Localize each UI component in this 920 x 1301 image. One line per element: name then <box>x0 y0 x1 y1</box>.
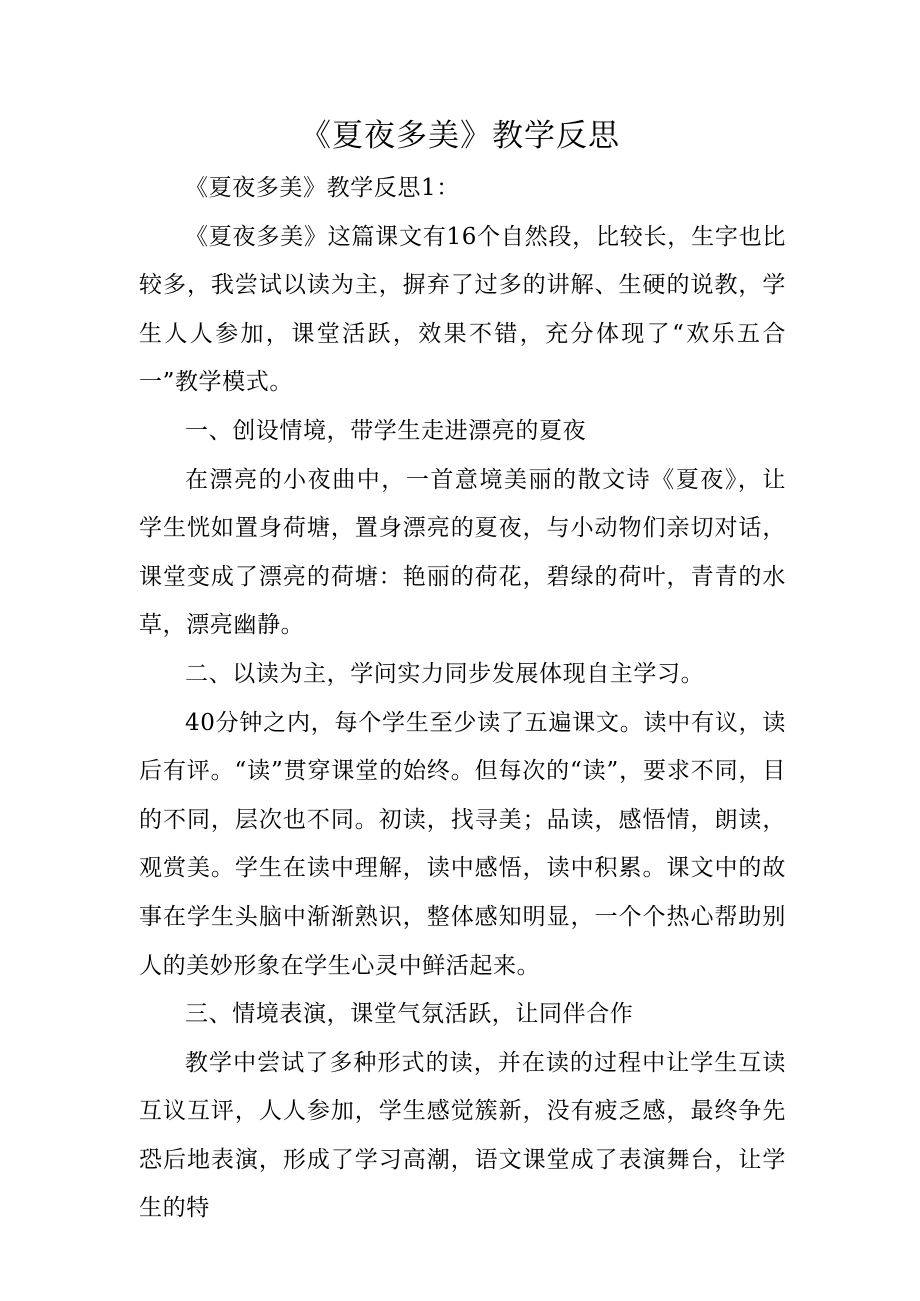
section-heading-3: 三、情境表演，课堂气氛活跃，让同伴合作 <box>185 1001 634 1028</box>
paragraph-intro: 《夏夜多美》这篇课文有16个自然段，比较长，生字也比较多，我尝试以读为主，摒弃了过多的讲解、生硬的说教，学生人人参加，课堂活跃，效果不错，充分体现了“欢乐五合一”教学模式。 <box>139 223 786 396</box>
paragraph-section-1: 在漂亮的小夜曲中，一首意境美丽的散文诗《夏夜》，让学生恍如置身荷塘，置身漂亮的夏夜，与小动物们亲切对话，课堂变成了漂亮的荷塘：艳丽的荷花，碧绿的荷叶，青青的水草，漂亮幽静。 <box>139 466 786 639</box>
paragraph-heading-1: 《夏夜多美》教学反思1： <box>185 175 460 201</box>
section-heading-1: 一、创设情境，带学生走进漂亮的夏夜 <box>185 417 587 444</box>
paragraph-section-3: 教学中尝试了多种形式的读，并在读的过程中让学生互读互议互评，人人参加，学生感觉簇新，没有疲乏感，最终争先恐后地表演，形成了学习高潮，语文课堂成了表演舞台，让学生的特 <box>139 1049 786 1222</box>
section-heading-2: 二、以读为主，学问实力同步发展体现自主学习。 <box>185 660 705 687</box>
document-title: 《夏夜多美》教学反思 <box>300 118 620 154</box>
paragraph-section-2: 40分钟之内，每个学生至少读了五遍课文。读中有议，读后有评。“读”贯穿课堂的始终。但每次的“读”，要求不同，目的不同，层次也不同。初读，找寻美；品读，感悟情，朗读，观赏美。学生在读中理解，读中感悟，读中积累。课文中的故事在学生头脑中渐渐熟识，整体感知明显，一个个热心帮助别人的美妙形象在学生心灵中鲜活起来。 <box>139 709 786 979</box>
document-body <box>139 164 786 1233</box>
